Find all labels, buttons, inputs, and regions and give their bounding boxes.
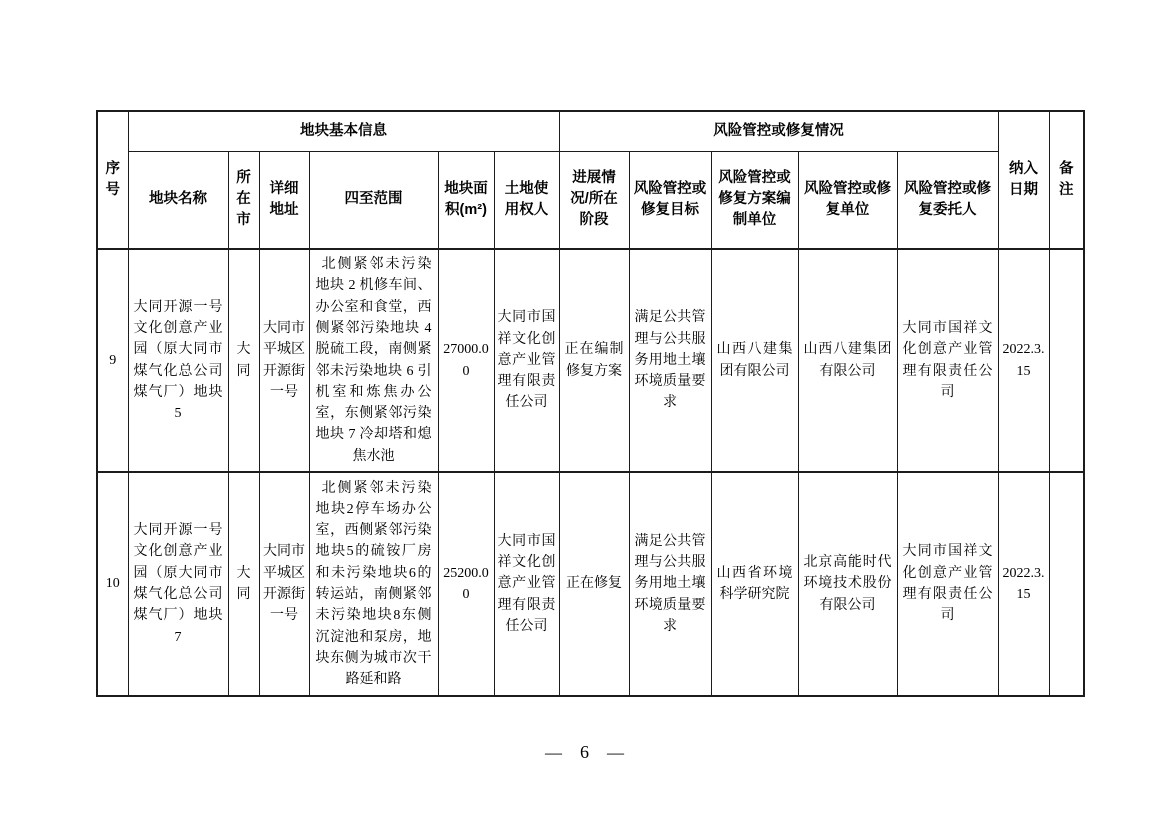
page-footer xyxy=(0,742,1169,764)
cell-plan-unit: 山西省环境科学研究院 xyxy=(711,472,798,696)
header-progress-stage: 进展情况/所在阶段 xyxy=(559,151,629,249)
cell-area: 25200.00 xyxy=(438,472,494,696)
cell-inclusion-date: 2022.3.15 xyxy=(998,472,1049,696)
cell-progress-stage: 正在编制修复方案 xyxy=(559,249,629,472)
cell-inclusion-date: 2022.3.15 xyxy=(998,249,1049,472)
header-city: 所在市 xyxy=(228,151,259,249)
cell-city: 大同 xyxy=(228,472,259,696)
cell-address: 大同市平城区开源街一号 xyxy=(259,249,309,472)
header-repair-target: 风险管控或修复目标 xyxy=(629,151,711,249)
header-group-row xyxy=(97,111,1084,151)
header-sub-row xyxy=(97,151,1084,249)
cell-repair-unit: 山西八建集团有限公司 xyxy=(798,249,897,472)
cell-progress-stage: 正在修复 xyxy=(559,472,629,696)
header-repair-unit: 风险管控或修复单位 xyxy=(798,151,897,249)
cell-serial: 10 xyxy=(97,472,128,696)
cell-remark xyxy=(1049,472,1084,696)
footer-dash-left: — xyxy=(545,742,562,762)
cell-repair-client: 大同市国祥文化创意产业管理有限责任公司 xyxy=(897,472,998,696)
cell-address: 大同市平城区开源街一号 xyxy=(259,472,309,696)
table-header xyxy=(97,111,1084,249)
cell-city: 大同 xyxy=(228,249,259,472)
header-serial: 序号 xyxy=(97,111,128,249)
header-inclusion-date: 纳入日期 xyxy=(998,111,1049,249)
cell-repair-client: 大同市国祥文化创意产业管理有限责任公司 xyxy=(897,249,998,472)
header-parcel-name: 地块名称 xyxy=(128,151,228,249)
header-group-basic-info: 地块基本信息 xyxy=(128,111,559,151)
table-row xyxy=(97,249,1084,472)
header-address: 详细地址 xyxy=(259,151,309,249)
cell-repair-target: 满足公共管理与公共服务用地土壤环境质量要求 xyxy=(629,472,711,696)
cell-plan-unit: 山西八建集团有限公司 xyxy=(711,249,798,472)
cell-parcel-name: 大同开源一号文化创意产业园（原大同市煤气化总公司煤气厂）地块 5 xyxy=(128,249,228,472)
header-remark: 备注 xyxy=(1049,111,1084,249)
footer-dash-right: — xyxy=(607,742,624,762)
header-land-user: 土地使用权人 xyxy=(494,151,559,249)
cell-remark xyxy=(1049,249,1084,472)
land-parcel-table xyxy=(96,110,1085,697)
table-row xyxy=(97,472,1084,696)
cell-repair-target: 满足公共管理与公共服务用地土壤环境质量要求 xyxy=(629,249,711,472)
cell-land-user: 大同市国祥文化创意产业管理有限责任公司 xyxy=(494,249,559,472)
header-group-risk-control: 风险管控或修复情况 xyxy=(559,111,998,151)
header-repair-client: 风险管控或修复委托人 xyxy=(897,151,998,249)
page-number: 6 xyxy=(580,742,589,762)
cell-boundaries: 北侧紧邻未污染地块 2 机修车间、办公室和食堂，西侧紧邻污染地块 4 脱硫工段，南侧紧邻未污染地块 6 引机室和炼焦办公室，东侧紧邻污染地块 7 冷却塔和熄焦水池 xyxy=(309,249,438,472)
cell-area: 27000.00 xyxy=(438,249,494,472)
cell-boundaries: 北侧紧邻未污染地块2停车场办公室，西侧紧邻污染地块5的硫铵厂房和未污染地块6的转运站，南侧紧邻未污染地块8东侧沉淀池和泵房，地块东侧为城市次干路延和路 xyxy=(309,472,438,696)
header-plan-unit: 风险管控或修复方案编制单位 xyxy=(711,151,798,249)
cell-land-user: 大同市国祥文化创意产业管理有限责任公司 xyxy=(494,472,559,696)
header-area: 地块面积(m²) xyxy=(438,151,494,249)
cell-serial: 9 xyxy=(97,249,128,472)
cell-repair-unit: 北京高能时代环境技术股份有限公司 xyxy=(798,472,897,696)
header-boundaries: 四至范围 xyxy=(309,151,438,249)
cell-parcel-name: 大同开源一号文化创意产业园（原大同市煤气化总公司煤气厂）地块 7 xyxy=(128,472,228,696)
